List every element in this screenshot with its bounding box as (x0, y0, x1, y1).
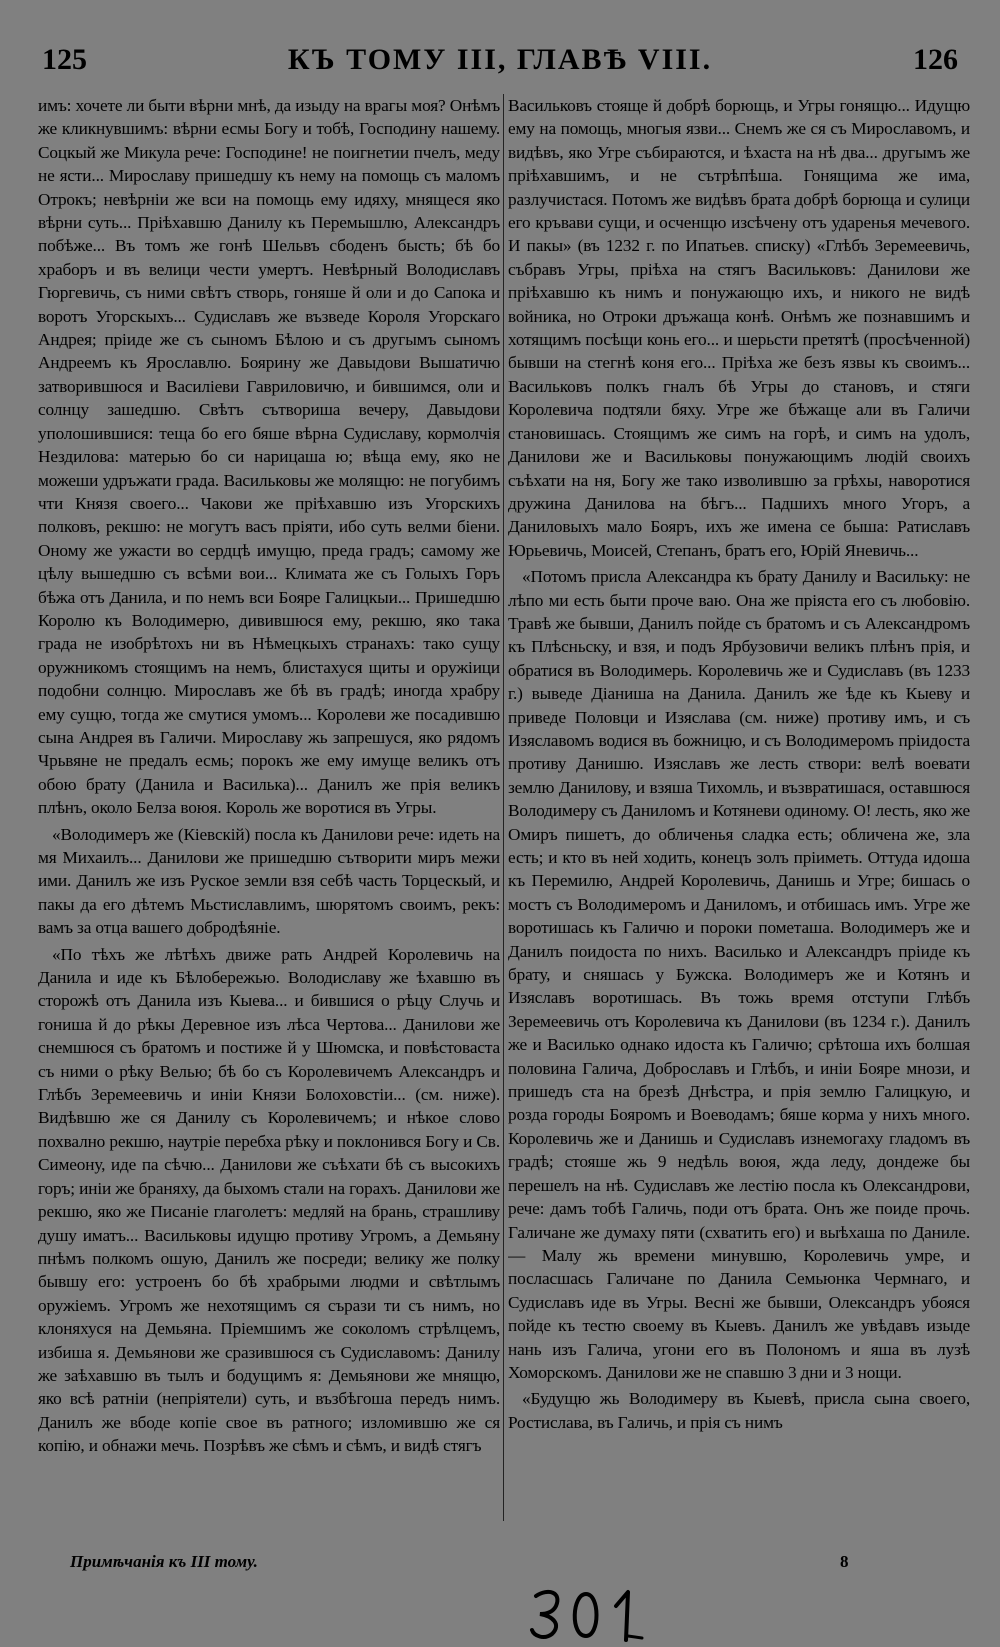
paragraph: «Володимеръ же (Кіевскій) посла къ Данилови рече: идеть на мя Михаилъ... Данилови же пришедшю сътворити миръ межи ими. Данилъ же изъ Руское земли взя себѣ часть Торцескый, и пакы да его дѣтемъ Мьстиславлимъ, шюрятомъ своимъ, рекъ: вамъ за отца вашего добродѣяніе. (38, 824, 500, 938)
handwritten-page-number (528, 1586, 648, 1642)
left-column (38, 94, 500, 1548)
running-header (38, 40, 962, 80)
footer-note: Примѣчанія къ III тому. (70, 1552, 258, 1571)
paragraph: «Потомъ присла Александра къ брату Данилу и Васильку: не лѣпо ми есть быти проче ваю. Она же пріяста его съ любовію. Травѣ же бывши, Данилъ пойде съ братомъ и съ Александромъ къ Плѣсньску, и взя, и подъ Ярбузовичи великъ плѣнъ прія, и обратися въ Володимерь. Королевичь же и Судиславъ (въ 1233 г.) выведе Діаниша на Данила. Данилъ же ѣде къ Кыеву и приведе Половци и Изяслава (см. ниже) противу имъ, и съ Изяславомъ водися въ божницю, и съ Володимеромъ пріидоста противу Данишю. Изяславъ же лесть створи: велѣ воевати землю Данилову, и взяша Тихомль, и възвратишася, оставшюся Володимеру съ Даниломъ и Котяневи одиному. О! лесть, яко же Омиръ пишетъ, до обличенья сладка есть; обличена же, зла есть; и кто въ ней ходить, конецъ золъ пріиметь. Оттуда идоша къ Перемилю, Андрей Королевичь, Данишь и Угре; бишась о мостъ съ Володимеромъ и Даниломъ, и отбишась имъ. Угре же воротишась къ Галичю и пороки пометаша. Володимеръ же и Данилъ поидоста по нихъ. Василько и Александръ пріиде къ брату, и сняшась у Бужска. Володимеръ же и Котянъ и Изяславъ воротишась. Въ тожь время отступи Глѣбъ Зеремеевичь отъ Королевича къ Данилови (въ 1234 г.). Данилъ же и Василько однако идоста къ Галичю; срѣтоша ихъ болшая половина Галича, Доброславъ и Глѣбъ, и иніи Бояре мнози, и пришедъ ста на брезѣ Днѣстра, и прія землю Галицкую, и розда городы Бояромъ и Воеводамъ; бяше корма у нихъ много. Королевичь же и Данишь и Судиславъ изнемогаху гладомъ въ градѣ; стояше жь 9 недѣль воюя, жда леду, дондеже бы перешелъ на нѣ. Судиславъ же лестію посла къ Олександрови, рече: дамъ тобѣ Галичь, поди отъ брата. Онъ же поиде прочь. Галичане же думаху пяти (схватить его) и выѣхаша по Даниле. — Малу жь времени минувшю, Королевичь умре, и посласшась Галичане по Данила Семьюнка Чермнаго, и Судиславъ иде въ Угры. Весні же бывши, Олександръ убояся пойде къ тестю своему въ Кыевъ. Данилъ же увѣдавъ изыде нань изъ Галича, угони его въ Полономъ и яша въ лузѣ Хоморскомъ. Данилови же не спавшю 3 дни и 3 нощи. (508, 567, 970, 1382)
paragraph: «По тѣхъ же лѣтѣхъ движе рать Андрей Королевичь на Данила и иде къ Бѣлобережью. Володиславу же ѣхавшю въ сторожѣ отъ Данила изъ Кыева... и бившися о рѣцу Случь и гониша й до рѣкы Деревное изъ лѣса Чертова... Данилови же снемшюся съ братомъ и постиже й у Шюмска, и повѣстоваста съ ними о рѣку Велью; бѣ бо съ Королевичемъ Александръ и Глѣбъ Зеремеевичь и иніи Князи Болоховстіи... (см. ниже). Видѣвшю же ся Данилу съ Королевичемъ; и нѣкое слово похвално рекшю, наутріе перебха рѣку и поклонився Богу и Св. Симеону, иде па сѣчю... Данилови же съѣхати бѣ съ высокихъ горъ; иніи же браняху, да быхомъ стали на горахъ. Данилови же рекшю, яко же Писаніе глаголетъ: медляй на брань, страшливу душу иматъ... Васильковы идущю противу Угромъ, а Демьяну пнѣмъ полкомъ ошую, Данилъ же посреди; велику же полку бывшу его: устроенъ бо бѣ храбрыми людми и свѣтлымъ оружіемъ. Угромъ же нехотящимъ ся сърази ти съ нимъ, но клоняхуся на Демьяна. Пріемшимъ же соколомъ стрѣлцемъ, избиша я. Демьянови же сразившюся съ Судиславомъ: Данилу же заѣхавшю въ тылъ и бодущимъ я: Демьянови же мнящю, яко всѣ ратніи (непріятели) суть, и възбѣгоша передъ нимъ. Данилъ же вбоде копіе свое въ ратного; изломившю же ся копію, и обнажи мечь. Позрѣвъ же сѣмъ и сѣмъ, и видѣ стягъ (38, 944, 500, 1456)
paragraph: «Будущю жь Володимеру въ Кыевѣ, присла сына своего, Ростислава, въ Галичь, и прія съ нимъ (508, 1389, 970, 1432)
page-number-left: 125 (42, 43, 87, 76)
right-column (508, 94, 970, 1548)
chapter-title: КЪ ТОМУ III, ГЛАВѢ VIII. (287, 43, 713, 76)
paragraph: имъ: хочете ли быти вѣрни мнѣ, да изыду на врагы моя? Онѣмъ же кликнувшимъ: вѣрни есмы Богу и тобѣ, Господину нашему. Соцкый же Микула рече: Господине! не поигнетии пчелъ, меду не ясти... Мирославу пришедшу къ нему на помощь съ маломъ Отрокъ; невѣрніи же вси на помощь ему идяху, мнящеся яко вѣрни суть... Пріѣхавшю Данилу къ Перемышлю, Александръ побѣже... Въ томъ же гонѣ Шельвъ сбоденъ бысть; бѣ бо храборъ и въ велици чести умертъ. Невѣрный Володиславъ Гюргевичь, съ ними свѣтъ створь, гоняше й оли и до Сапока и воротъ Угорскыхъ... Судиславъ же възведе Короля Угорскаго Андрея; пріиде же съ сыномъ Бѣлою и съ другымъ сыномъ Андреемъ къ Ярославлю. Боярину же Давыдови Вышатичю затворившюся и Василіеви Гавриловичю, и бившимся, оли и солнцу зашедшю. Свѣтъ сътвориша вечеру, Давыдови уполошившися: теща бо его бяше вѣрна Судиславу, кормолчія Нездилова: матерью бо си нарицаша ю; вѣща ему, яко не можеши удръжати града. Васильковы же молящю: не погубимъ чти Князя своего... Чакови же пріѣхавшю изъ Угорскихъ полковъ, рекшю: не могутъ васъ пріяти, ибо суть велми біени. Оному же ужасти во сердцѣ имущю, преда градъ; самому же цѣлу вышедшю съ всѣми вои... Климата же съ Голыхъ Горъ бѣжа отъ Данила, и по немъ вси Бояре Галицкыи... Пришедшю Королю къ Володимерю, дивившюся ему, рекшю, яко така града не изобрѣтохъ ни въ Нѣмецкыхъ странахъ: тако сущу оружникомъ стоящимъ на немъ, блистахуся щиты и оружіици подобни солнцю. Мирославъ же бѣ въ градѣ; иногда храбру ему сущю, тогда же смутися умомъ... Королеви же посадившю сына Андрея въ Галичи. Мирославу жь запрешуся, яко рядомъ Чрьвяне не предалъ есмь; порокъ же ему имуще великъ отъ обою брату (Данила и Василька)... Данилъ же прія великъ плѣнъ, около Белза воюя. Король же воротися въ Угры. (38, 96, 500, 818)
column-divider (503, 94, 504, 1521)
paragraph: Васильковъ стояще й добрѣ борющь, и Угры гонящю... Идущю ему на помощь, многыя язви... Снемъ же ся съ Мирославомъ, и видѣвъ, яко Угре събираются, и ѣхаста на нѣ два... другымъ же пріѣхавшимъ, и не сътрѣпѣша. Гонящима же има, разлучистася. Потомъ же видѣвъ брата добрѣ борюща и сулици его кръвави сущи, и осченщю изсѣчену отъ ударенья мечевого. И пакы» (въ 1232 г. по Ипатьев. списку) «Глѣбъ Зеремеевичь, събравъ Угры, пріѣха на стягъ Васильковъ: Данилови же пріѣхавшю къ нимъ и понужающю ихъ, и никого не видѣ войника, но Отроки дръжаща конѣ. Онѣмъ же познавшимъ и хотящимъ посѣщи конь его... и шерьсти претятѣ (просѣченной) бывши на стегнѣ коня его... Пріѣха же безъ язвы къ своимъ... Васильковъ полкъ гналъ бѣ Угры до становъ, и стяги Королевича подтяли бяху. Угре же бѣжаще али въ Галичи становишась. Стоящимъ же симъ на горѣ, и симъ на удолъ, Данилови же и Васильковы понужающимъ людій своихъ съѣхати на ня, Богу же тако изволившю за грѣхы, наворотися дружина Данилова на бѣгъ... Падшихъ много Угоръ, а Даниловыхъ мало Бояръ, ихъ же имена се быша: Ратиславъ Юрьевичь, Моисей, Степанъ, братъ его, Юрій Яневичь... (508, 96, 970, 560)
page-number-right: 126 (913, 43, 958, 76)
signature-mark: 8 (840, 1552, 849, 1571)
